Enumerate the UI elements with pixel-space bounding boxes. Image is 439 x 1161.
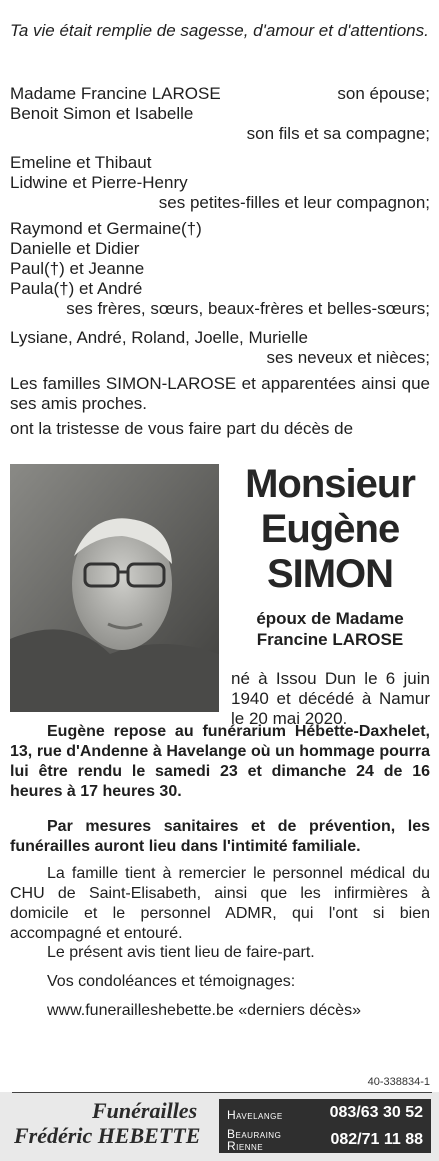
name-first: Eugène <box>260 507 400 551</box>
footer-top-rule <box>12 1092 432 1093</box>
location-beauraing: Beauraing <box>227 1127 282 1141</box>
family-nephews <box>10 328 430 368</box>
thanks-paragraph: La famille tient à remercier le personnel médical du CHU de Saint-Elisabeth, ainsi que les infirmières à domicile et le personnel ADMR, qui l'ont si bien accompagné et entouré. <box>10 865 430 942</box>
son-role: son fils et sa compagne; <box>246 124 430 143</box>
grandchildren-role: ses petites-filles et leur compagnon; <box>158 193 430 212</box>
website-line: www.funerailleshebette.be «derniers décès» <box>47 1002 361 1019</box>
announcement-line: ont la tristesse de vous faire part du décès de <box>10 419 354 438</box>
sibling-1: Raymond et Germaine(†) <box>10 219 202 238</box>
sibling-2: Danielle et Didier <box>10 239 140 258</box>
grandchildren-1: Emeline et Thibaut <box>10 153 152 172</box>
phone-havelange: 083/63 30 52 <box>329 1104 423 1121</box>
footer-banner <box>0 1092 439 1161</box>
spouse-name: Madame Francine LAROSE <box>10 84 221 103</box>
funerarium-paragraph: Eugène repose au funérarium Hébette-Daxhelet, 13, rue d'Andenne à Havelange où un hommage pourra lui être rendu le samedi 23 et dimanche 24 de 16 heures à 17 heures 30. <box>10 723 430 800</box>
sibling-3: Paul(†) et Jeanne <box>10 259 145 278</box>
families-line: Les familles SIMON-LAROSE et apparentées ainsi que ses amis proches. <box>10 374 430 413</box>
deceased-name <box>228 462 432 597</box>
grandchildren-2: Lidwine et Pierre-Henry <box>10 173 188 192</box>
condolences-line: Vos condoléances et témoignages: <box>47 973 296 990</box>
intro-quote: Ta vie était remplie de sagesse, d'amour et d'attentions. <box>10 21 429 40</box>
sibling-4: Paula(†) et André <box>10 279 143 298</box>
reference-number: 40-338834-1 <box>367 1076 430 1088</box>
portrait-image <box>10 464 219 712</box>
family-spouse-row <box>10 84 430 104</box>
measures-paragraph: Par mesures sanitaires et de prévention, les funérailles auront lieu dans l'intimité familiale. <box>10 818 430 855</box>
portrait-photo <box>10 464 219 712</box>
name-title: Monsieur <box>245 462 415 506</box>
brand-line-2: Frédéric HEBETTE <box>14 1123 201 1148</box>
family-grandchildren <box>10 153 430 213</box>
nephews-names: Lysiane, André, Roland, Joelle, Murielle <box>10 328 308 347</box>
brand-line-1: Funérailles <box>92 1098 198 1123</box>
son-name: Benoit Simon et Isabelle <box>10 104 194 123</box>
family-list <box>10 84 430 144</box>
spouse-role: son épouse; <box>337 84 430 103</box>
present-notice: Le présent avis tient lieu de faire-part. <box>47 944 315 961</box>
name-last: SIMON <box>266 552 394 596</box>
phone-beauraing: 082/71 11 88 <box>330 1131 423 1148</box>
spouse-line: époux de Madame Francine LAROSE <box>256 609 404 649</box>
nephews-role: ses neveux et nièces; <box>266 348 430 367</box>
contact-box <box>219 1099 431 1153</box>
location-havelange: Havelange <box>227 1108 283 1122</box>
birth-death-line: né à Issou Dun le 6 juin 1940 et décédé à Namur le 20 mai 2020. <box>231 669 430 728</box>
siblings-role: ses frères, sœurs, beaux-frères et belles-sœurs; <box>66 299 430 318</box>
family-siblings <box>10 219 430 319</box>
location-rienne: Rienne <box>227 1139 264 1153</box>
